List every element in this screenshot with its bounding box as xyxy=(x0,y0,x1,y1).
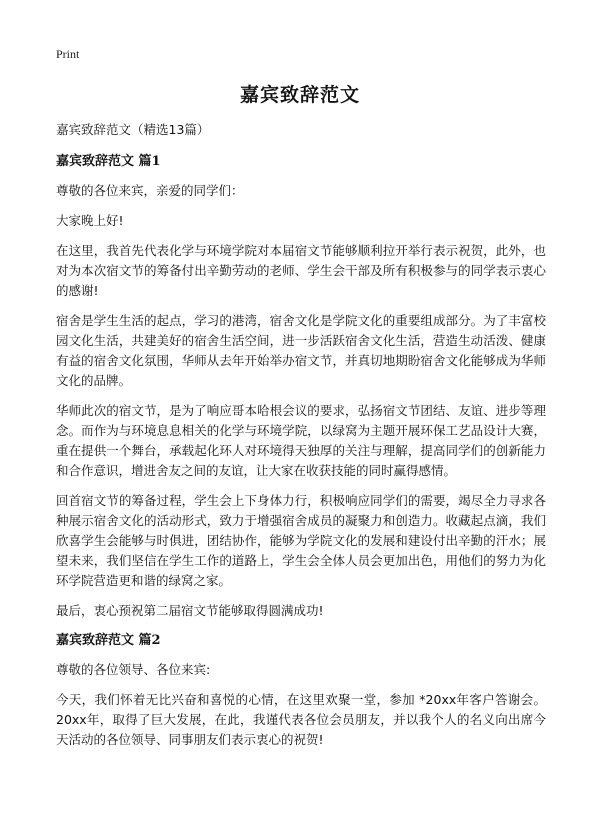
paragraph: 今天，我们怀着无比兴奋和喜悦的心情，在这里欢聚一堂，参加 *20xx年客户答谢会。20xx年，取得了巨大发展，在此，我谨代表各位会员朋友，并以我个人的名义向出席今天活动的各位领导、同事朋友们表示衷心的祝贺! xyxy=(56,692,546,747)
paragraph: 最后，衷心预祝第二届宿文节能够取得圆满成功! xyxy=(56,603,324,618)
print-link[interactable]: Print xyxy=(56,47,80,61)
paragraph: 大家晚上好! xyxy=(56,213,124,228)
paragraph: 尊敬的各位领导、各位来宾: xyxy=(56,662,211,677)
section-heading-2: 嘉宾致辞范文 篇2 xyxy=(56,633,161,648)
paragraph: 回首宿文节的筹备过程，学生会上下身体力行，积极响应同学们的需要，竭尽全力寻求各种展示宿舍文化的活动形式，致力于增强宿舍成员的凝聚力和创造力。收藏起点滴，我们欣喜学生会能够与时俱进，团结协作，能够为学院文化的发展和建设付出辛勤的汗水；展望未来，我们坚信在学生工作的道路上，学生会全体人员会更加出色，用他们的努力为化环学院营造更和谐的绿窝之家。 xyxy=(56,493,546,588)
paragraph: 宿舍是学生生活的起点，学习的港湾，宿舍文化是学院文化的重要组成部分。为了丰富校园文化生活，共建美好的宿舍生活空间，进一步活跃宿舍文化生活，营造生动活泼、健康有益的宿舍文化氛围，华师从去年开始举办宿文节，并真切地期盼宿舍文化能够成为华师文化的品牌。 xyxy=(56,313,546,388)
paragraph: 尊敬的各位来宾，亲爱的同学们： xyxy=(56,183,244,198)
section-heading-1: 嘉宾致辞范文 篇1 xyxy=(56,154,161,169)
page-title: 嘉宾致辞范文 xyxy=(239,84,360,106)
paragraph: 华师此次的宿文节，是为了响应哥本哈根会议的要求，弘扬宿文节团结、友谊、进步等理念。而作为与环境息息相关的化学与环境学院，以绿窝为主题开展环保工艺品设计大赛，重在提供一个舞台，承载起化环人对环境得天独厚的关注与理解，提高同学们的创新能力和合作意识，增进舍友之间的友谊，让大家在收获技能的同时赢得感情。 xyxy=(56,403,546,478)
paragraph: 在这里，我首先代表化学与环境学院对本届宿文节能够顺利拉开举行表示祝贺，此外，也对为本次宿文节的筹备付出辛勤劳动的老师、学生会干部及所有积极参与的同学表示衷心的感谢! xyxy=(56,243,546,298)
document-subtitle: 嘉宾致辞范文（精选13篇） xyxy=(56,122,210,137)
document-body xyxy=(56,120,546,760)
